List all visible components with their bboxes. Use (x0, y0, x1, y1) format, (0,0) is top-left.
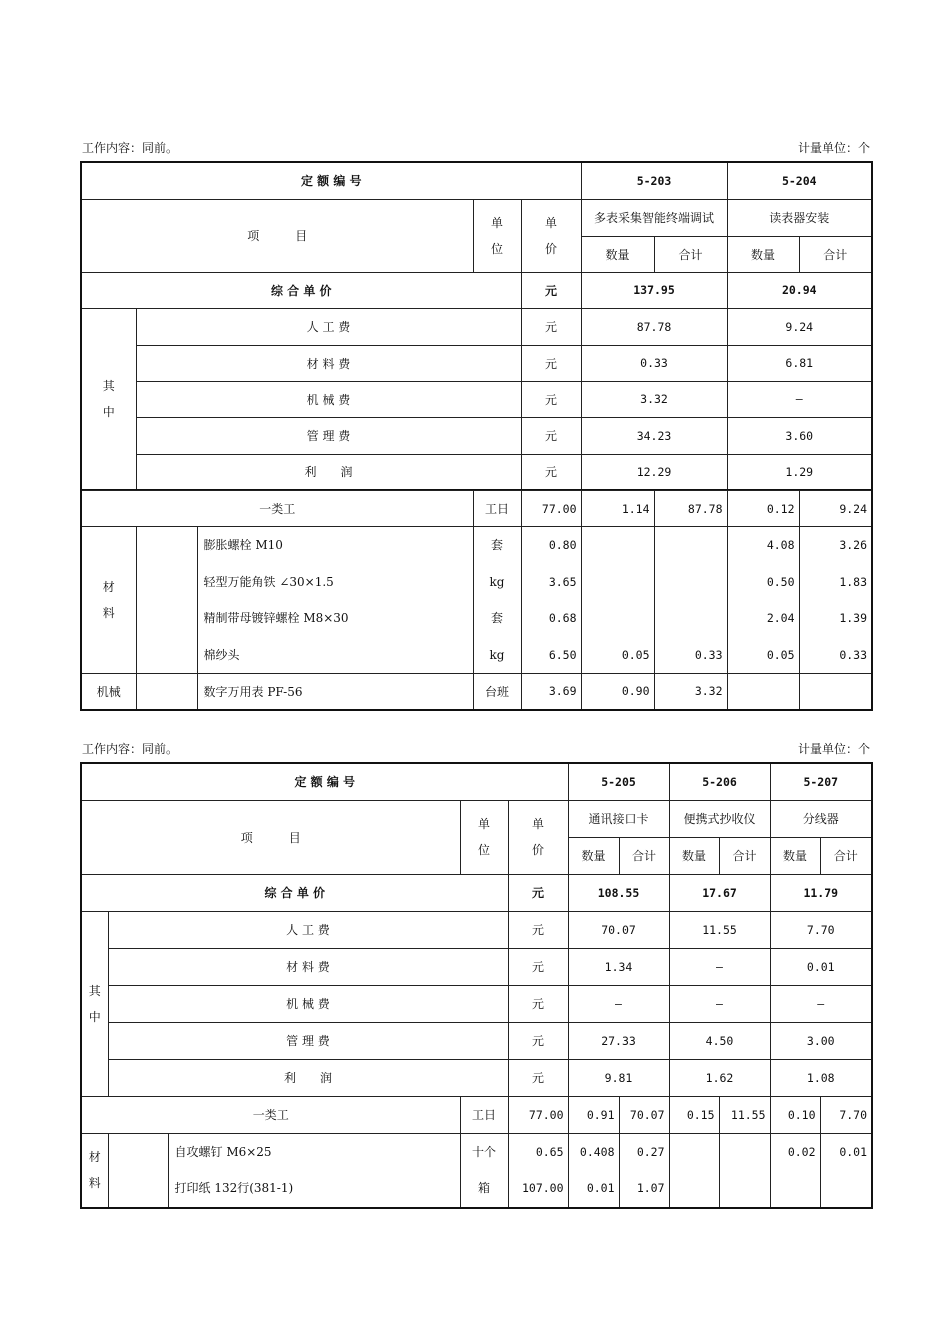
material-price: 0.65 (535, 1144, 564, 1159)
breakdown-unit: 元 (521, 417, 581, 454)
breakdown-unit: 元 (521, 381, 581, 417)
material-blank (136, 527, 197, 674)
breakdown-value: 70.07 (568, 911, 669, 948)
material-value: 0.408 (579, 1144, 615, 1159)
material-name: 打印纸 132行(381-1) (174, 1181, 294, 1195)
item-name-5-203: 多表采集智能终端调试 (581, 199, 727, 236)
breakdown-unit: 元 (508, 1059, 568, 1096)
breakdown-value: — (770, 985, 872, 1022)
material-value (720, 1134, 766, 1171)
material-value (655, 564, 723, 601)
breakdown-value: 1.34 (568, 948, 669, 985)
breakdown-label: 机 械 费 (108, 985, 508, 1022)
material-unit: 十个 (471, 1144, 496, 1159)
sum-header: 合计 (719, 837, 770, 874)
quota-table-1-detail (80, 490, 873, 711)
breakdown-label: 管 理 费 (136, 417, 521, 454)
breakdown-label: 材 料 费 (136, 345, 521, 381)
labor-qty: 0.12 (727, 491, 799, 527)
material-qty-col (770, 1133, 820, 1208)
material-value (771, 1170, 816, 1207)
breakdown-value: 0.01 (770, 948, 872, 985)
material-value: 0.01 (839, 1144, 868, 1159)
item-name-5-207: 分线器 (770, 800, 872, 837)
machine-name: 数字万用表 PF-56 (197, 674, 473, 710)
material-name: 棉纱头 (203, 647, 240, 662)
item-name-5-206: 便携式抄收仪 (669, 800, 770, 837)
machine-price: 3.69 (521, 674, 581, 710)
breakdown-unit: 元 (521, 454, 581, 490)
material-value: 0.27 (636, 1144, 665, 1159)
code-5-203: 5-203 (581, 162, 727, 199)
breakdown-value: 4.50 (669, 1022, 770, 1059)
machine-group-label: 机械 (81, 674, 136, 710)
unit-note: 计量单位：个 (797, 742, 870, 756)
material-unit: 箱 (477, 1181, 490, 1195)
total-5-207: 11.79 (770, 874, 872, 911)
breakdown-value: 12.29 (581, 454, 727, 490)
labor-label: 一类工 (81, 1096, 460, 1133)
code-label: 定 额 编 号 (81, 162, 581, 199)
material-sum-col (654, 527, 727, 674)
labor-label: 一类工 (81, 491, 473, 527)
group-label: 其 中 (81, 911, 108, 1096)
material-value: 1.39 (839, 611, 868, 625)
unit-col-header: 单 位 (473, 199, 521, 272)
total-label: 综 合 单 价 (81, 272, 521, 308)
item-label: 项 目 (81, 800, 460, 874)
breakdown-value: — (669, 985, 770, 1022)
machine-value: 0.90 (581, 674, 654, 710)
unit-col-header: 单 位 (460, 800, 508, 874)
material-value (670, 1134, 715, 1171)
labor-sum: 87.78 (654, 491, 727, 527)
breakdown-value: 3.00 (770, 1022, 872, 1059)
sum-header: 合计 (654, 236, 727, 272)
material-unit: 套 (491, 611, 504, 625)
breakdown-unit: 元 (521, 308, 581, 345)
machine-value (727, 674, 799, 710)
breakdown-label: 利 润 (136, 454, 521, 490)
material-name: 精制带母镀锌螺栓 M8×30 (203, 611, 349, 625)
material-units (473, 527, 521, 674)
material-prices (508, 1133, 568, 1208)
material-value: 2.04 (766, 611, 795, 625)
qty-header: 数量 (727, 236, 799, 272)
breakdown-value: 34.23 (581, 417, 727, 454)
sum-header: 合计 (820, 837, 872, 874)
breakdown-unit: 元 (521, 345, 581, 381)
material-value: 0.33 (839, 647, 868, 662)
breakdown-value: — (727, 381, 872, 417)
unit-note: 计量单位：个 (797, 141, 870, 155)
material-price: 3.65 (548, 574, 577, 589)
total-5-205: 108.55 (568, 874, 669, 911)
material-price: 107.00 (521, 1181, 564, 1195)
sum-header: 合计 (619, 837, 669, 874)
material-price: 0.68 (548, 611, 577, 625)
material-value: 1.83 (839, 574, 868, 589)
labor-sum: 11.55 (719, 1096, 770, 1133)
material-group-label: 材 料 (81, 527, 136, 674)
material-qty-col (568, 1133, 619, 1208)
labor-price: 77.00 (521, 491, 581, 527)
qty-header: 数量 (669, 837, 719, 874)
material-sum-col (619, 1133, 669, 1208)
breakdown-value: 9.24 (727, 308, 872, 345)
breakdown-value: 3.32 (581, 381, 727, 417)
labor-qty: 0.10 (770, 1096, 820, 1133)
breakdown-value: 7.70 (770, 911, 872, 948)
material-unit: kg (489, 574, 505, 589)
breakdown-value: 0.33 (581, 345, 727, 381)
breakdown-value: 9.81 (568, 1059, 669, 1096)
material-value (582, 527, 650, 564)
machine-value: 3.32 (654, 674, 727, 710)
code-label: 定 额 编 号 (81, 763, 568, 800)
material-sum-col (719, 1133, 770, 1208)
total-5-204: 20.94 (727, 272, 872, 308)
material-value: 1.07 (636, 1181, 665, 1195)
machine-blank (136, 674, 197, 710)
labor-sum: 70.07 (619, 1096, 669, 1133)
breakdown-value: 11.55 (669, 911, 770, 948)
group-label: 其 中 (81, 308, 136, 490)
material-value (821, 1170, 868, 1207)
breakdown-label: 人 工 费 (136, 308, 521, 345)
price-col-header: 单 价 (521, 199, 581, 272)
material-units (460, 1133, 508, 1208)
material-names (197, 527, 473, 674)
breakdown-value: — (669, 948, 770, 985)
material-value (655, 527, 723, 564)
qty-header: 数量 (770, 837, 820, 874)
breakdown-unit: 元 (508, 948, 568, 985)
labor-qty: 0.91 (568, 1096, 619, 1133)
quota-table-2 (80, 762, 873, 1209)
breakdown-value: 1.29 (727, 454, 872, 490)
material-value: 0.05 (621, 647, 650, 662)
quota-table-1 (80, 161, 873, 491)
material-value: 0.33 (694, 647, 723, 662)
material-unit: kg (489, 647, 505, 662)
material-prices (521, 527, 581, 674)
work-content: 工作内容：同前。 (82, 742, 179, 756)
code-5-207: 5-207 (770, 763, 872, 800)
material-names (168, 1133, 460, 1208)
qty-header: 数量 (581, 236, 654, 272)
qty-header: 数量 (568, 837, 619, 874)
labor-sum: 7.70 (820, 1096, 872, 1133)
material-blank (108, 1133, 168, 1208)
material-group-label: 材 料 (81, 1133, 108, 1208)
breakdown-label: 管 理 费 (108, 1022, 508, 1059)
material-value (720, 1170, 766, 1207)
machine-value (799, 674, 872, 710)
material-value: 0.02 (787, 1144, 816, 1159)
material-value: 4.08 (766, 538, 795, 552)
material-qty-col (669, 1133, 719, 1208)
breakdown-label: 人 工 费 (108, 911, 508, 948)
sum-header: 合计 (799, 236, 872, 272)
material-value (582, 600, 650, 637)
material-qty-col (727, 527, 799, 674)
price-col-header: 单 价 (508, 800, 568, 874)
breakdown-value: 87.78 (581, 308, 727, 345)
material-name: 轻型万能角铁 ∠30×1.5 (203, 574, 334, 589)
code-5-205: 5-205 (568, 763, 669, 800)
material-value (582, 564, 650, 601)
labor-unit: 工日 (460, 1096, 508, 1133)
material-sum-col (820, 1133, 872, 1208)
code-5-206: 5-206 (669, 763, 770, 800)
code-5-204: 5-204 (727, 162, 872, 199)
item-name-5-204: 读表器安装 (727, 199, 872, 236)
material-value: 3.26 (839, 538, 868, 552)
total-5-206: 17.67 (669, 874, 770, 911)
breakdown-value: 1.08 (770, 1059, 872, 1096)
breakdown-label: 材 料 费 (108, 948, 508, 985)
breakdown-value: — (568, 985, 669, 1022)
material-value: 0.01 (586, 1181, 615, 1195)
material-value: 0.05 (766, 647, 795, 662)
material-value (655, 600, 723, 637)
total-unit: 元 (508, 874, 568, 911)
total-unit: 元 (521, 272, 581, 308)
material-unit: 套 (491, 538, 504, 552)
breakdown-label: 利 润 (108, 1059, 508, 1096)
labor-price: 77.00 (508, 1096, 568, 1133)
material-sum-col (799, 527, 872, 674)
item-label: 项 目 (81, 199, 473, 272)
labor-sum: 9.24 (799, 491, 872, 527)
item-name-5-205: 通讯接口卡 (568, 800, 669, 837)
material-qty-col (581, 527, 654, 674)
breakdown-value: 27.33 (568, 1022, 669, 1059)
total-label: 综 合 单 价 (81, 874, 508, 911)
work-content: 工作内容：同前。 (82, 141, 179, 155)
breakdown-unit: 元 (508, 985, 568, 1022)
breakdown-value: 6.81 (727, 345, 872, 381)
machine-unit: 台班 (473, 674, 521, 710)
breakdown-unit: 元 (508, 1022, 568, 1059)
labor-qty: 1.14 (581, 491, 654, 527)
material-name: 膨胀螺栓 M10 (203, 538, 283, 552)
material-value: 0.50 (766, 574, 795, 589)
breakdown-label: 机 械 费 (136, 381, 521, 417)
labor-qty: 0.15 (669, 1096, 719, 1133)
total-5-203: 137.95 (581, 272, 727, 308)
material-name: 自攻螺钉 M6×25 (174, 1144, 272, 1159)
breakdown-value: 3.60 (727, 417, 872, 454)
material-value (670, 1170, 715, 1207)
material-price: 6.50 (548, 647, 577, 662)
breakdown-value: 1.62 (669, 1059, 770, 1096)
labor-unit: 工日 (473, 491, 521, 527)
material-price: 0.80 (548, 538, 577, 552)
breakdown-unit: 元 (508, 911, 568, 948)
